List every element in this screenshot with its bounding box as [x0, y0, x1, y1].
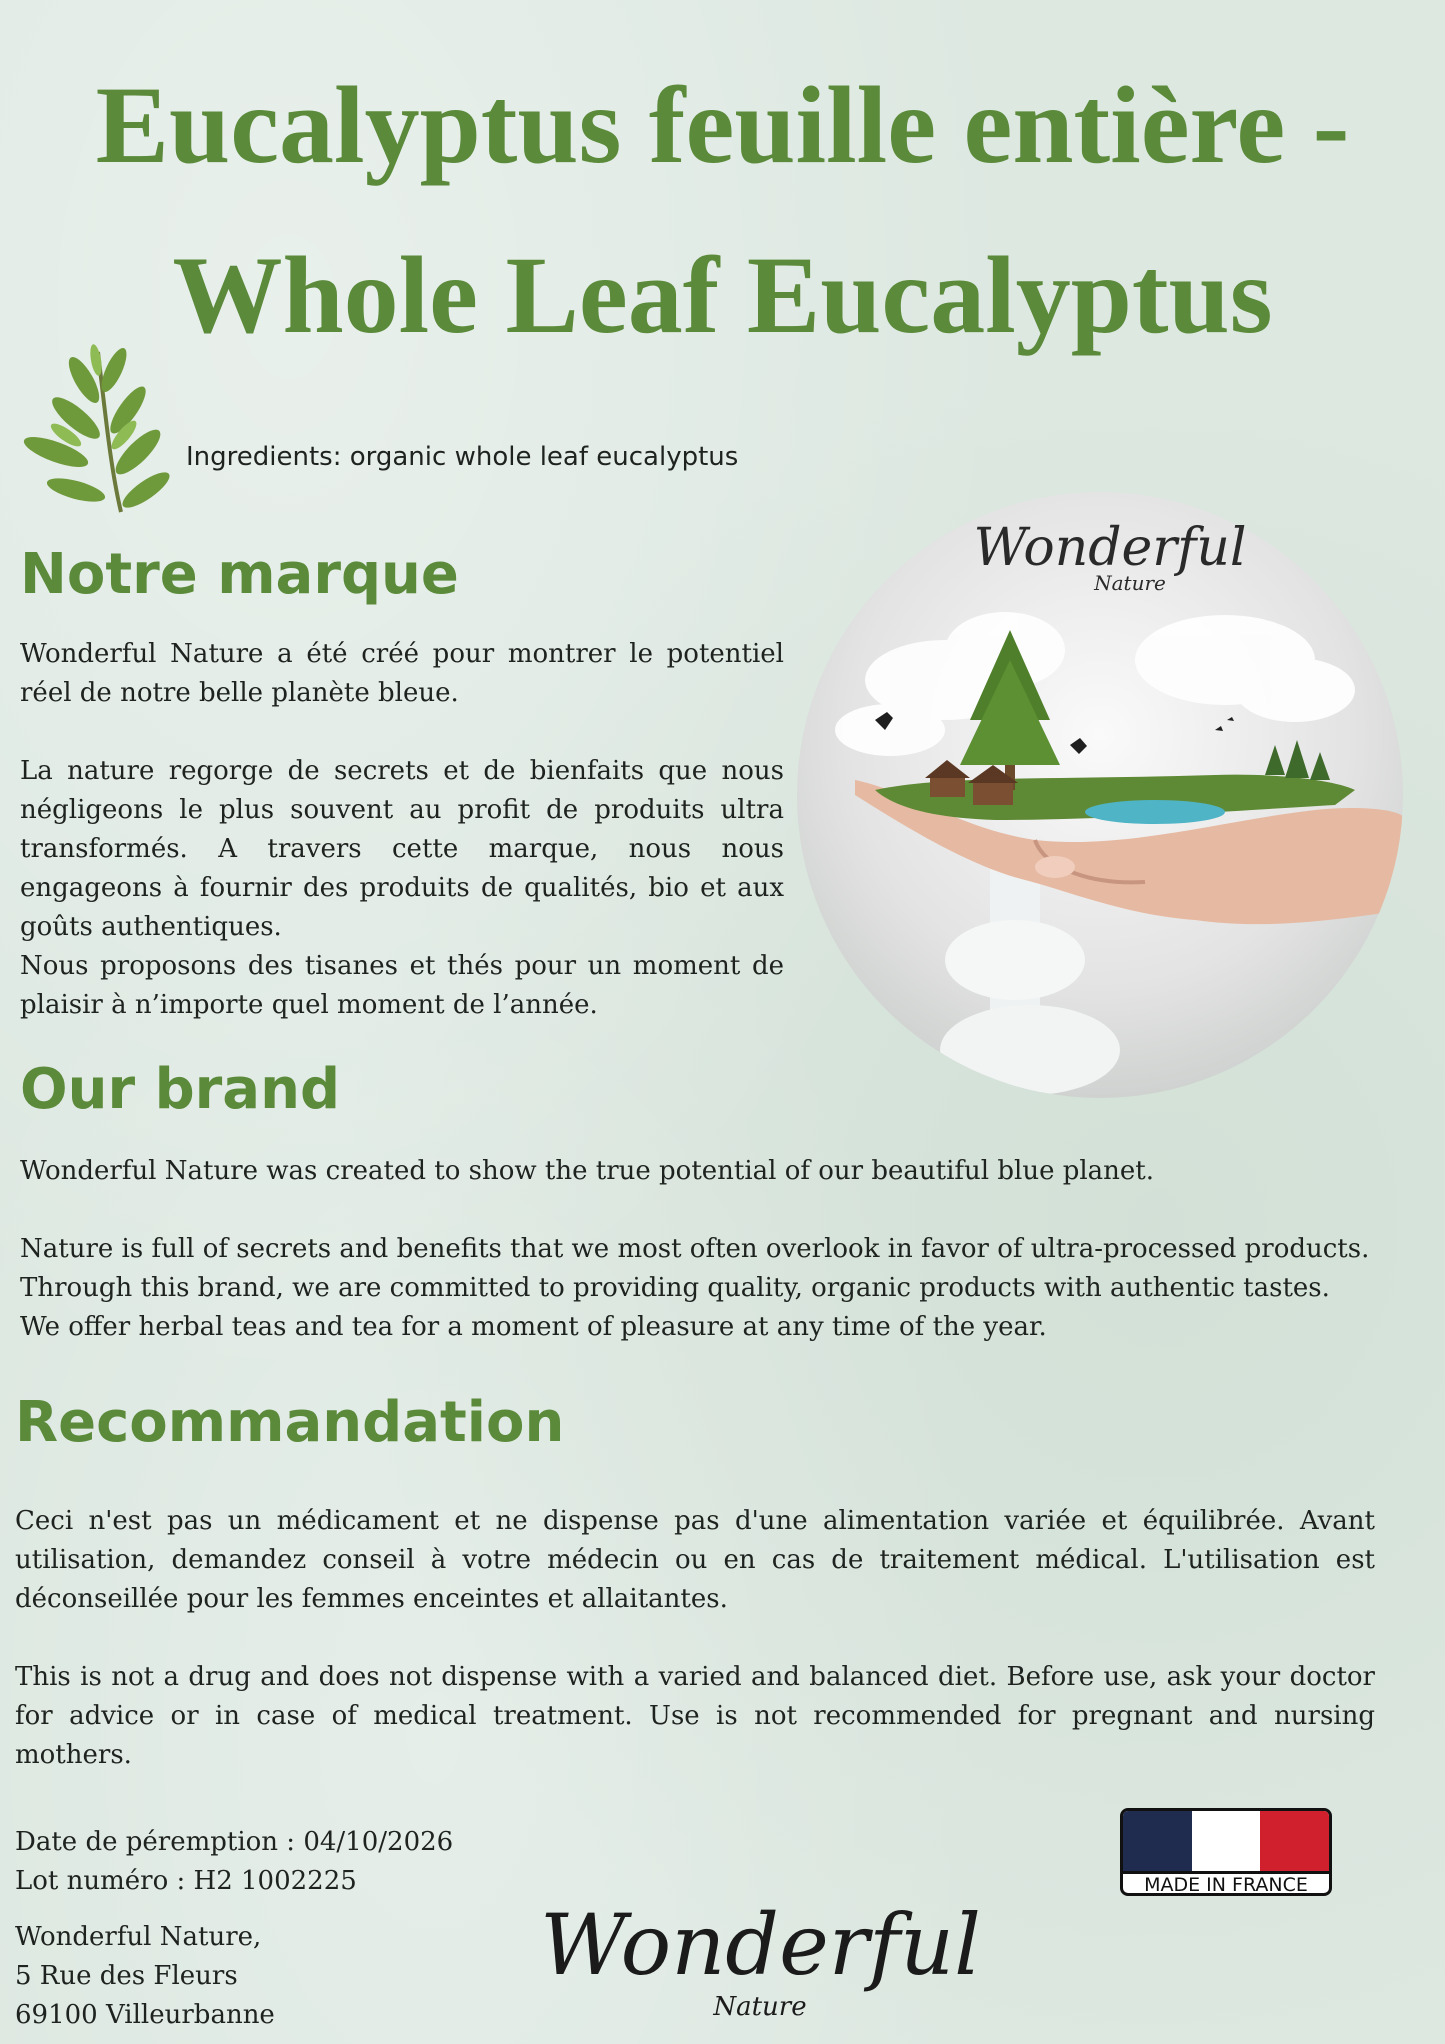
footer-logo-main: Wonderful [540, 1896, 981, 1994]
made-in-france-label: MADE IN FRANCE [1123, 1871, 1329, 1896]
brand-en-paragraph-3: Through this brand, we are committed to providing quality, organic products with authentic tastes. [20, 1273, 1330, 1303]
brand-fr-paragraph-3: Nous proposons des tisanes et thés pour un moment de plaisir à n’importe quel moment de l’année. [20, 951, 784, 1020]
heading-recommandation: Recommandation [15, 1390, 565, 1455]
product-title-fr: Eucalyptus feuille entière - [95, 64, 1350, 186]
product-title-en: Whole Leaf Eucalyptus [172, 234, 1273, 356]
brand-fr-paragraph-1: Wonderful Nature a été créé pour montrer le potentiel réel de notre belle planète bleue. [20, 639, 784, 708]
made-in-france-badge [1120, 1808, 1332, 1896]
address-block [15, 1918, 275, 2035]
recommendation-en: This is not a drug and does not dispense with a varied and balanced diet. Before use, ask your doctor for advice or in case of medical treatment. Use is not recommended for pregnant and nursing mothers. [15, 1662, 1375, 1770]
address-line-2: 5 Rue des Fleurs [15, 1961, 238, 1991]
product-details [15, 1823, 453, 1901]
brand-en-paragraph-1: Wonderful Nature was created to show the true potential of our beautiful blue planet. [20, 1156, 1155, 1186]
lot-number: Lot numéro : H2 1002225 [15, 1866, 357, 1896]
brand-en-paragraph-2: Nature is full of secrets and benefits that we most often overlook in favor of ultra-processed products. [20, 1234, 1370, 1264]
illustration-logo-sub: Nature [1094, 571, 1166, 595]
eucalyptus-branch-icon [6, 340, 176, 515]
brand-text-fr [20, 635, 784, 1025]
address-line-3: 69100 Villeurbanne [15, 2000, 275, 2030]
heading-notre-marque: Notre marque [20, 542, 459, 607]
france-flag-icon [1123, 1811, 1329, 1871]
recommendation-text [15, 1502, 1375, 1775]
brand-text-en [20, 1152, 1380, 1347]
illustration-logo-main: Wonderful [973, 518, 1247, 578]
footer-logo-sub: Nature [713, 1992, 807, 2022]
ingredients-text: Ingredients: organic whole leaf eucalyptus [186, 442, 739, 472]
address-line-1: Wonderful Nature, [15, 1922, 262, 1952]
brand-fr-paragraph-2: La nature regorge de secrets et de bienfaits que nous négligeons le plus souvent au profit de produits ultra transformés. A travers cette marque, nous nous engageons à fournir des produits de qualités, bio et aux goûts authentiques. [20, 756, 784, 942]
brand-illustration [795, 490, 1405, 1100]
recommendation-fr: Ceci n'est pas un médicament et ne dispense pas d'une alimentation variée et équilibrée. Avant utilisation, demandez conseil à votre médecin ou en cas de traitement médical. L'utilisation est déconseillée pour les femmes enceintes et allaitantes. [15, 1506, 1375, 1614]
heading-our-brand: Our brand [20, 1057, 341, 1122]
brand-en-paragraph-4: We offer herbal teas and tea for a moment of pleasure at any time of the year. [20, 1312, 1047, 1342]
expiry-date: Date de péremption : 04/10/2026 [15, 1827, 454, 1857]
